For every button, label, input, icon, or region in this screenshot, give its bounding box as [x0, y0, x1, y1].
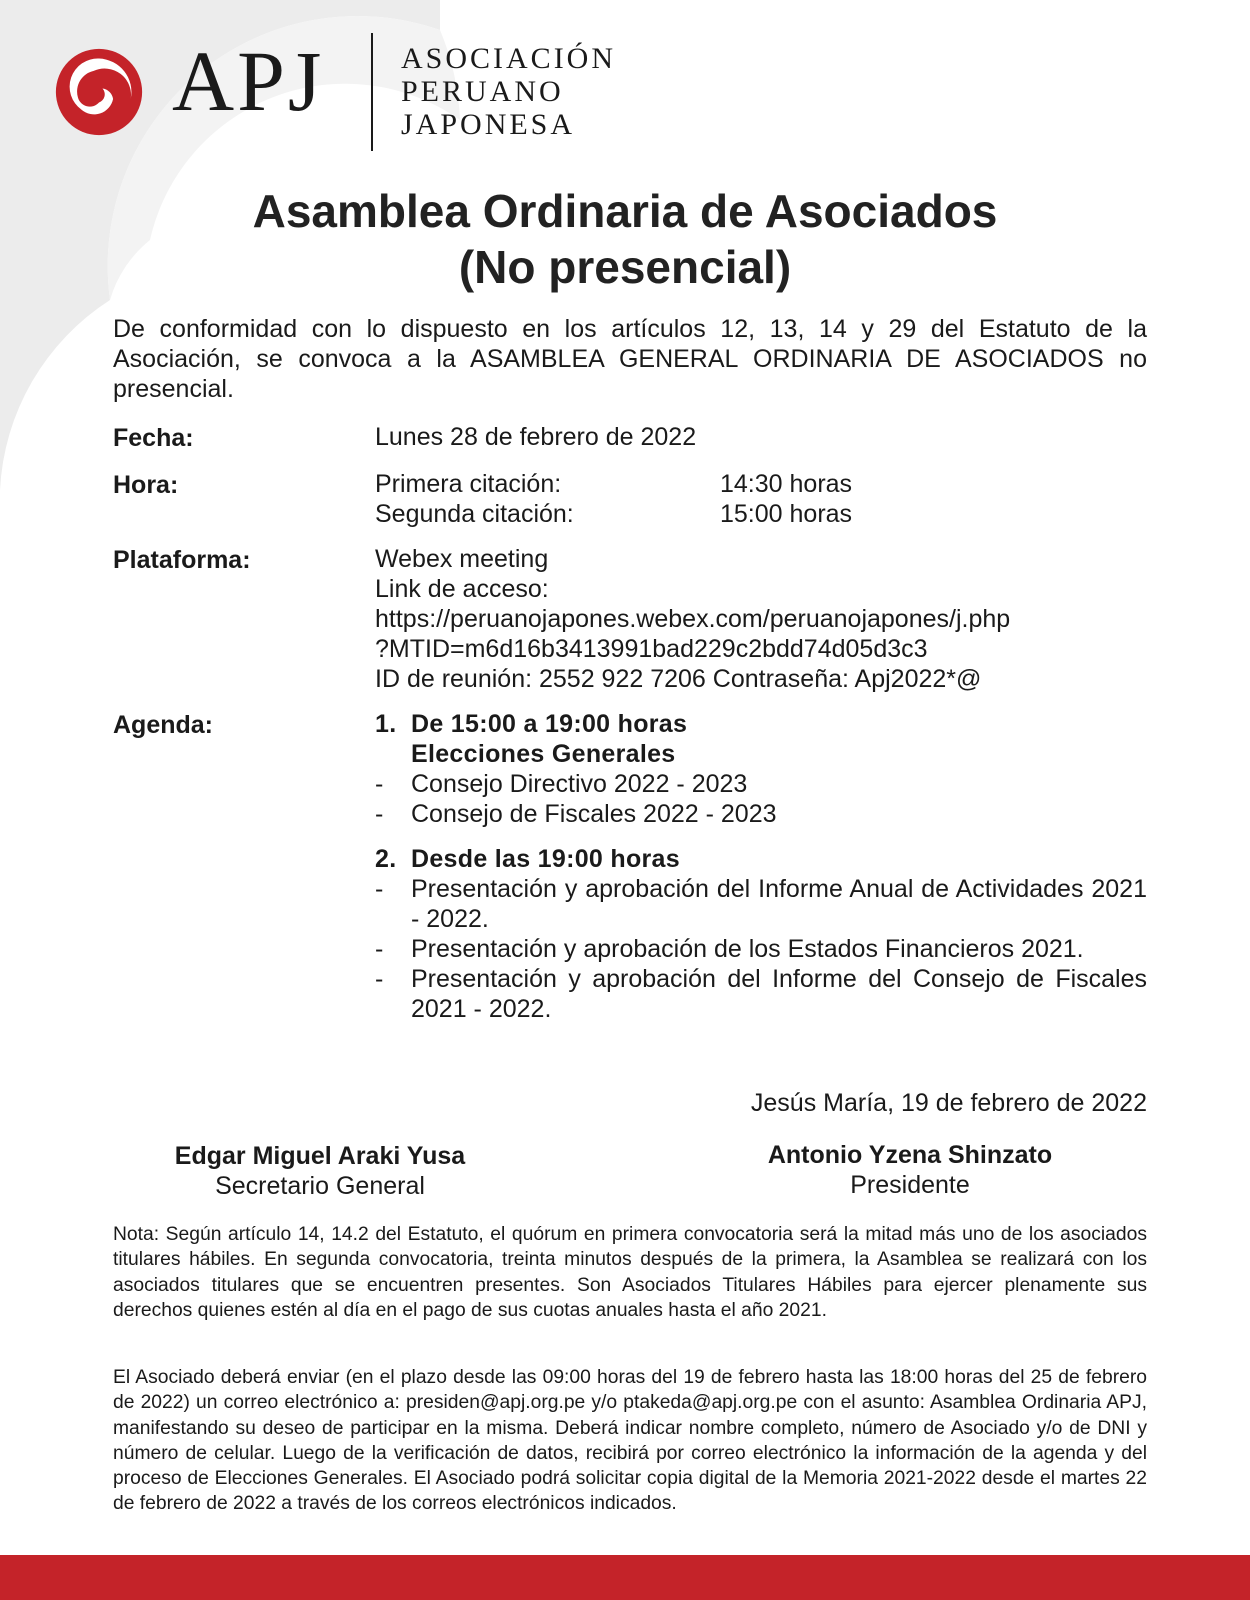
- agenda-item-text: Presentación y aprobación de los Estados Financieros 2021.: [411, 935, 1084, 963]
- agenda-item: [375, 874, 1147, 934]
- dash-bullet: -: [375, 800, 384, 828]
- note-quorum: Nota: Según artículo 14, 14.2 del Estatuto, el quórum en primera convocatoria será la mitad más uno de los asociados titulares hábiles. En segunda convocatoria, treinta minutos después de la primera, la Asamblea se realizará con los asociados titulares que se encuentren presentes. Son Asociados Titulares Hábiles para ejercer plenamente sus derechos quienes estén al día en el pago de sus cuotas anuales hasta el año 2021.: [113, 1224, 1147, 1321]
- signer-president: [730, 1140, 1090, 1200]
- fecha-value: Lunes 28 de febrero de 2022: [375, 423, 697, 451]
- segunda-citacion-value: 15:00 horas: [720, 500, 853, 528]
- logo-divider: [371, 33, 373, 151]
- agenda-item: [375, 964, 1147, 1024]
- intro-paragraph: De conformidad con lo dispuesto en los artículos 12, 13, 14 y 29 del Estatuto de la Asociación, se convoca a la ASAMBLEA GENERAL ORDINARIA DE ASOCIADOS no presencial.: [113, 315, 1147, 403]
- dash-bullet: -: [375, 965, 384, 993]
- agenda-heading: [375, 709, 1147, 739]
- signer-role: Secretario General: [215, 1172, 425, 1200]
- agenda-label: Agenda:: [113, 711, 213, 739]
- link-label: Link de acceso:: [375, 575, 549, 603]
- logo-name-line: ASOCIACIÓN: [401, 42, 617, 75]
- hora-label: Hora:: [113, 471, 179, 499]
- page-title: [0, 183, 1250, 295]
- dash-bullet: -: [375, 770, 384, 798]
- title-line-2: (No presencial): [458, 241, 792, 293]
- logo-organization-name: [401, 42, 616, 141]
- dash-bullet: -: [375, 935, 384, 963]
- logo-abbreviation: APJ: [172, 33, 325, 129]
- agenda-number: 2.: [375, 845, 397, 873]
- agenda-item: [375, 934, 1147, 964]
- primera-citacion-value: 14:30 horas: [720, 470, 853, 498]
- plataforma-name: Webex meeting: [375, 545, 549, 573]
- agenda-heading-text: Elecciones Generales: [411, 740, 676, 768]
- meeting-id-password: ID de reunión: 2552 922 7206 Contraseña: Apj2022*@: [375, 665, 982, 693]
- logo-name-line: PERUANO: [401, 75, 564, 108]
- note-registration: El Asociado deberá enviar (en el plazo desde las 09:00 horas del 19 de febrero hasta las 18:00 horas del 25 de febrero de 2022) un correo electrónico a: presiden@apj.org.pe y/o ptakeda@apj.org.pe con el asunto: Asamblea Ordinaria APJ, manifestando su deseo de participar en la misma. Deberá indicar nombre completo, número de Asociado y/o de DNI y número de celular. Luego de la verificación de datos, recibirá por correo electrónico la información de la agenda y del proceso de Elecciones Generales. El Asociado podrá solicitar copia digital de la Memoria 2021-2022 desde el martes 22 de febrero de 2022 a través de los correos electrónicos indicados.: [113, 1367, 1147, 1515]
- dash-bullet: -: [375, 875, 384, 903]
- signer-name: Edgar Miguel Araki Yusa: [174, 1142, 466, 1170]
- plataforma-label: Plataforma:: [113, 546, 251, 574]
- meeting-link-line-1[interactable]: https://peruanojapones.webex.com/peruanojapones/j.php: [375, 605, 1011, 633]
- agenda-item: [375, 769, 1147, 799]
- agenda-heading: [375, 739, 1147, 769]
- agenda-item-text: Consejo de Fiscales 2022 - 2023: [411, 800, 777, 828]
- agenda-item-text: Presentación y aprobación del Informe Anual de Actividades 2021 - 2022.: [411, 875, 1147, 933]
- segunda-citacion-label: Segunda citación:: [375, 500, 574, 528]
- signer-name: Antonio Yzena Shinzato: [767, 1141, 1053, 1169]
- agenda-spacer: [375, 739, 411, 769]
- title-line-1: Asamblea Ordinaria de Asociados: [252, 185, 998, 237]
- agenda-block-2: [375, 844, 1147, 1024]
- signer-secretary: [140, 1141, 500, 1201]
- agenda-item: [375, 799, 1147, 829]
- signer-role: Presidente: [850, 1171, 970, 1199]
- agenda-item-text: Presentación y aprobación del Informe del Consejo de Fiscales 2021 - 2022.: [411, 965, 1147, 1023]
- agenda-heading: [375, 844, 1147, 874]
- agenda-item-text: Consejo Directivo 2022 - 2023: [411, 770, 748, 798]
- logo-name-line: JAPONESA: [401, 108, 576, 141]
- fecha-label: Fecha:: [113, 424, 194, 452]
- primera-citacion-label: Primera citación:: [375, 470, 562, 498]
- agenda-heading-text: Desde las 19:00 horas: [411, 845, 680, 873]
- agenda-number: 1.: [375, 710, 397, 738]
- footer-bar: [0, 1555, 1250, 1600]
- agenda-block-1: [375, 709, 1147, 829]
- meeting-link-line-2[interactable]: ?MTID=m6d16b3413991bad229c2bdd74d05d3c3: [375, 635, 928, 663]
- agenda-heading-text: De 15:00 a 19:00 horas: [411, 710, 688, 738]
- place-date: Jesús María, 19 de febrero de 2022: [750, 1089, 1147, 1117]
- apj-logo-icon: [55, 48, 143, 136]
